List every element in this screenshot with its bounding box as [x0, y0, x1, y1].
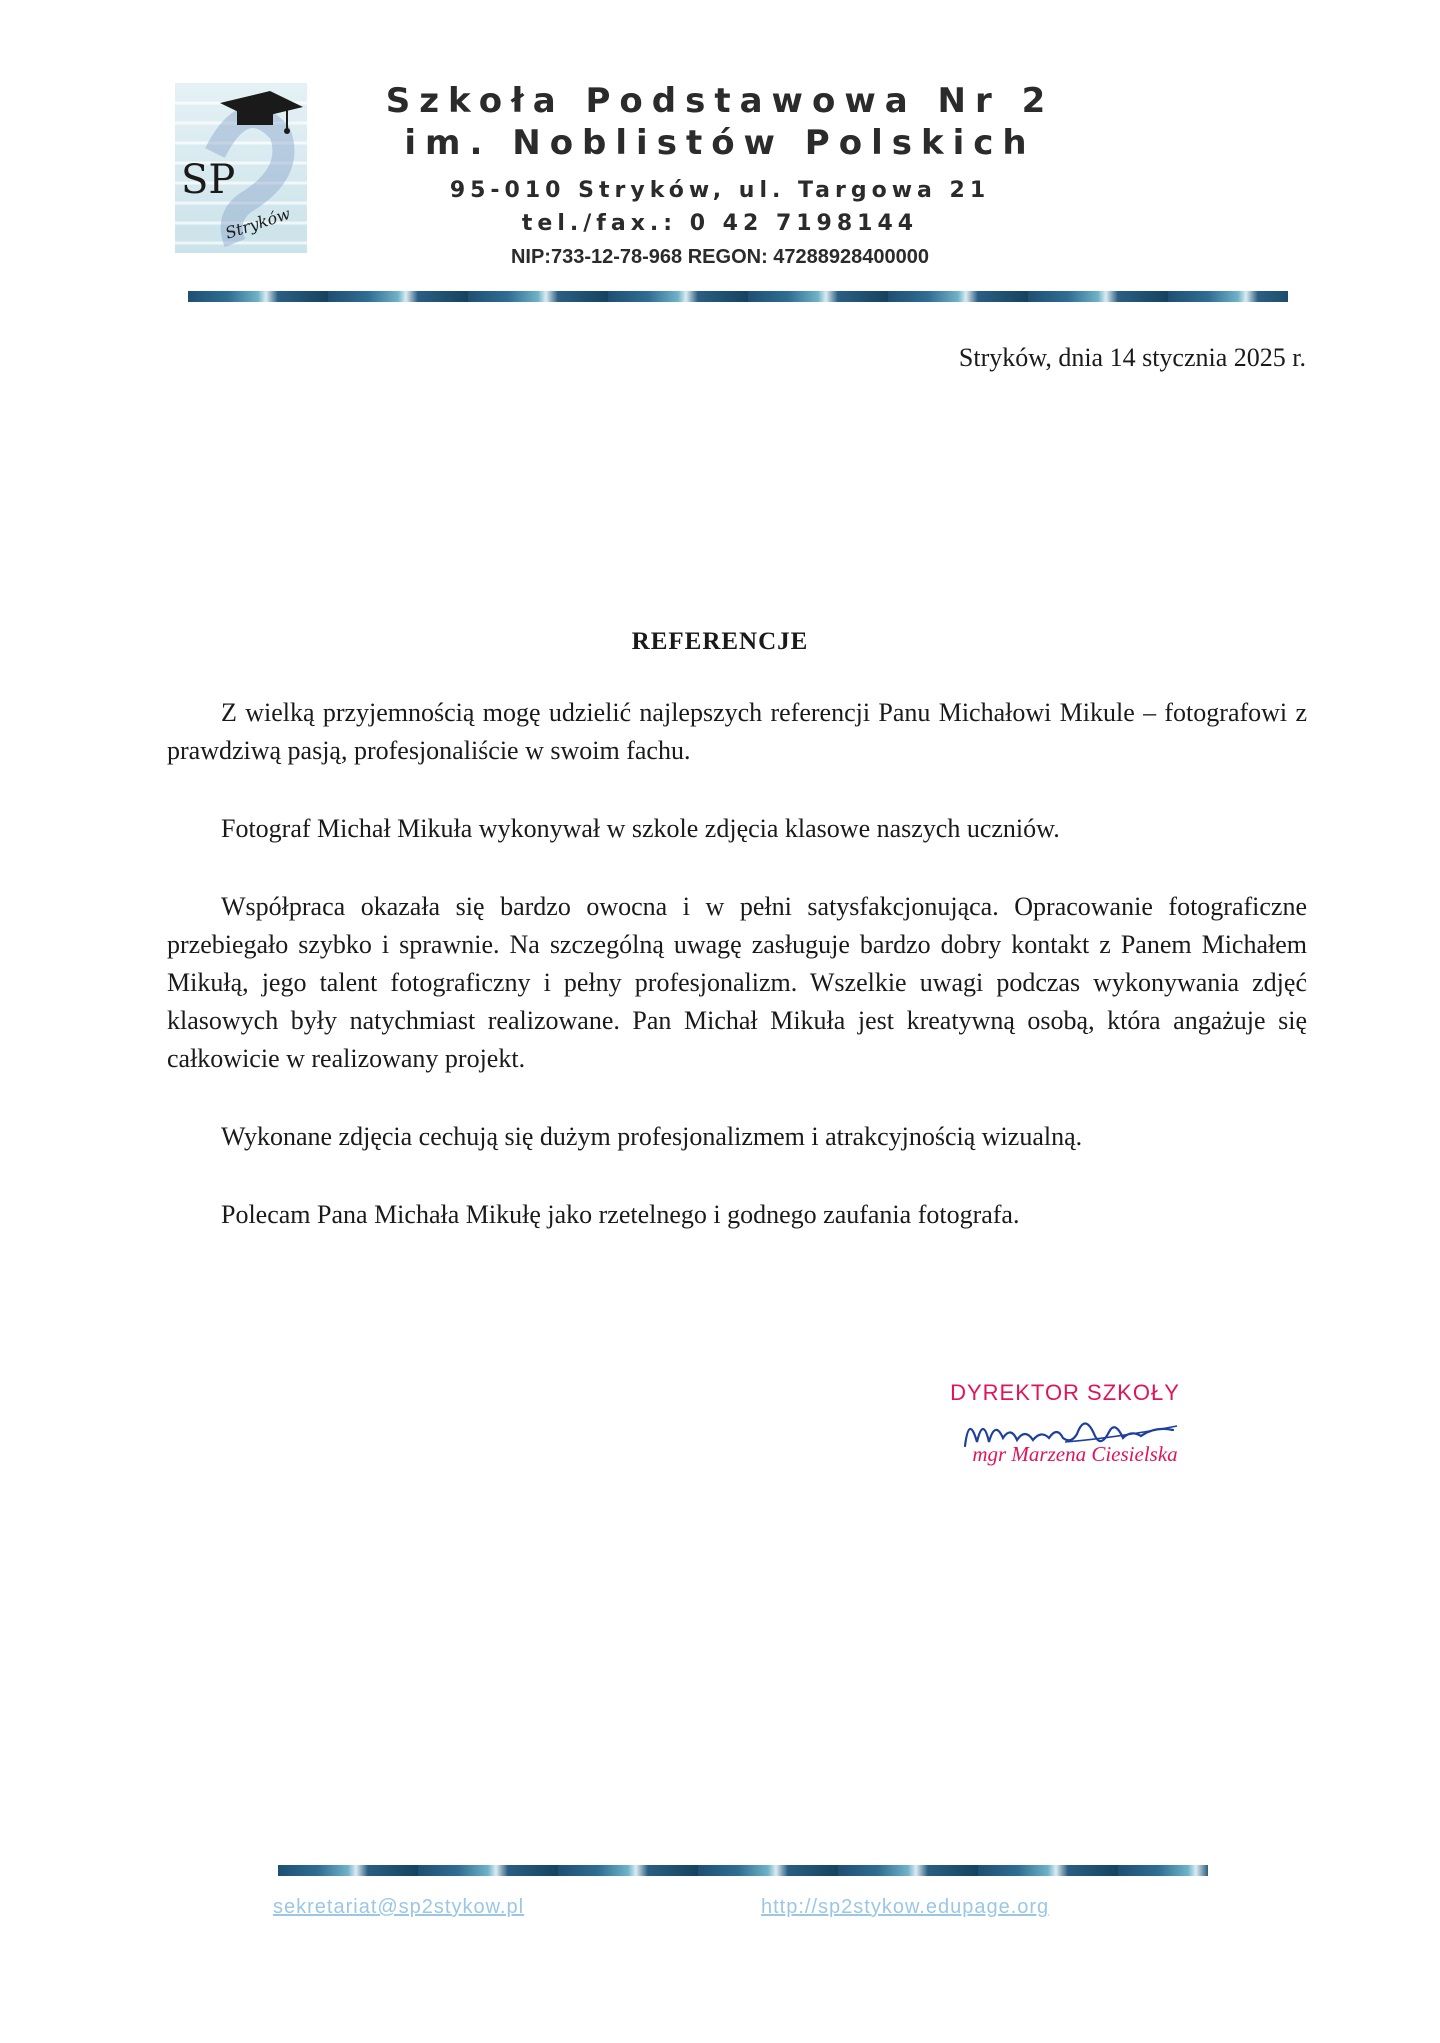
school-patron: im. Noblistów Polskich [404, 123, 1036, 163]
signature-name: mgr Marzena Ciesielska [972, 1442, 1178, 1466]
paragraph: Polecam Pana Michała Mikułę jako rzetelnego i godnego zaufania fotografa. [221, 1200, 1020, 1229]
school-phone: tel./fax.: 0 42 7198144 [521, 211, 919, 236]
logo-text: Stryków [222, 203, 293, 243]
paragraph: Z wielką przyjemnością mogę udzielić najlepszych referencji Panu Michałowi Mikule – fotografowi z prawdziwą pasją, profesjonaliście w swoim fachu. [167, 698, 1307, 765]
letter-date: Stryków, dnia 14 stycznia 2025 r. [958, 343, 1306, 372]
svg-text:SP: SP [181, 157, 236, 203]
footer-email-link[interactable]: sekretariat@sp2stykow.pl [273, 1896, 525, 1918]
signature-title: DYREKTOR SZKOŁY [950, 1380, 1180, 1405]
school-ids: NIP:733-12-78-968 REGON: 47288928400000 [510, 246, 930, 268]
letter-body [167, 694, 1307, 1274]
school-name: Szkoła Podstawowa Nr 2 [385, 81, 1055, 121]
paragraph: Wykonane zdjęcia cechują się dużym profesjonalizmem i atrakcyjnością wizualną. [221, 1122, 1083, 1151]
footer-divider [278, 1865, 1208, 1876]
footer-website-link[interactable]: http://sp2stykow.edupage.org [761, 1896, 1050, 1918]
school-logo [175, 83, 307, 253]
signature-block [930, 1380, 1200, 1467]
header-divider [188, 291, 1288, 302]
letterhead [380, 80, 1060, 274]
paragraph: Współpraca okazała się bardzo owocna i w pełni satysfakcjonująca. Opracowanie fotograficzne przebiegało szybko i sprawnie. Na szczególną uwagę zasługuje bardzo dobry kontakt z Panem Michałem Mikułą, jego talent fotograficzny i pełny profesjonalizm. Wszelkie uwagi podczas wykonywania zdjęć klasowych były natychmiast realizowane. Pan Michał Mikuła jest kreatywną osobą, która angażuje się całkowicie w realizowany projekt. [167, 892, 1307, 1073]
paragraph: Fotograf Michał Mikuła wykonywał w szkole zdjęcia klasowe naszych uczniów. [221, 814, 1060, 843]
school-address: 95-010 Stryków, ul. Targowa 21 [449, 178, 991, 203]
letter-title: REFERENCJE [631, 628, 809, 655]
